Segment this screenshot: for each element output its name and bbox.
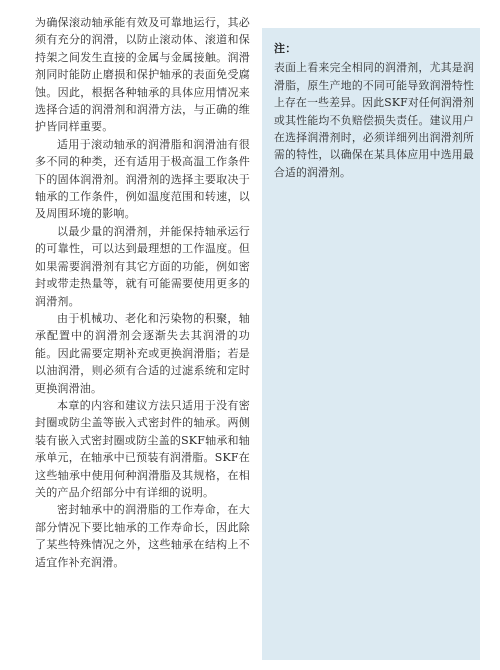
note-content <box>274 40 474 181</box>
paragraph-chapter-scope: 本章的内容和建议方法只适用于没有密封圈或防尘盖等嵌入式密封件的轴承。两侧装有嵌入式密封圈或防尘盖的SKF轴承和轴承单元，在轴承中已预装有润滑脂。SKF在这些轴承中使用何种润滑脂及其规格，在相关的产品介绍部分中有详细的说明。 <box>35 398 250 499</box>
paragraph-relubrication: 由于机械功、老化和污染物的积聚，轴承配置中的润滑剂会逐渐失去其润滑的功能。因此需要定期补充或更换润滑脂；若是以油润滑，则必须有合适的过滤系统和定时更换润滑油。 <box>35 311 250 395</box>
paragraph-lubricant-types: 适用于滚动轴承的润滑脂和润滑油有很多不同的种类，还有适用于极高温工作条件下的固体润滑剂。润滑剂的选择主要取决于轴承的工作条件，例如温度范围和转速，以及周围环境的影响。 <box>35 137 250 221</box>
paragraph-minimum-lubricant: 以最少量的润滑剂，并能保持轴承运行的可靠性，可以达到最理想的工作温度。但如果需要润滑剂有其它方面的功能，例如密封或带走热量等，就有可能需要使用更多的润滑剂。 <box>35 224 250 308</box>
paragraph-lubrication-purpose: 为确保滚动轴承能有效及可靠地运行，其必须有充分的润滑，以防止滚动体、滚道和保持架之间发生直接的金属与金属接触。润滑剂同时能防止磨损和保护轴承的表面免受腐蚀。因此，根据各种轴承的具体应用情况来选择合适的润滑剂和润滑方法，与正确的维护皆同样重要。 <box>35 16 250 134</box>
paragraph-sealed-bearings: 密封轴承中的润滑脂的工作寿命，在大部分情况下要比轴承的工作寿命长，因此除了某些特殊情况之外，这些轴承在结构上不适宜作补充润滑。 <box>35 503 250 569</box>
main-text-column <box>35 14 250 571</box>
note-title: 注： <box>274 42 297 55</box>
note-box <box>262 28 480 660</box>
note-body: 表面上看来完全相同的润滑剂，尤其是润滑脂，原生产地的不同可能导致润滑特性上存在一些差异。因此SKF对任何润滑剂或其性能均不负赔偿损失责任。建议用户在选择润滑剂时，必须详细列出润滑剂所需的特性，以确保在某具体应用中选用最合适的润滑剂。 <box>274 61 474 179</box>
